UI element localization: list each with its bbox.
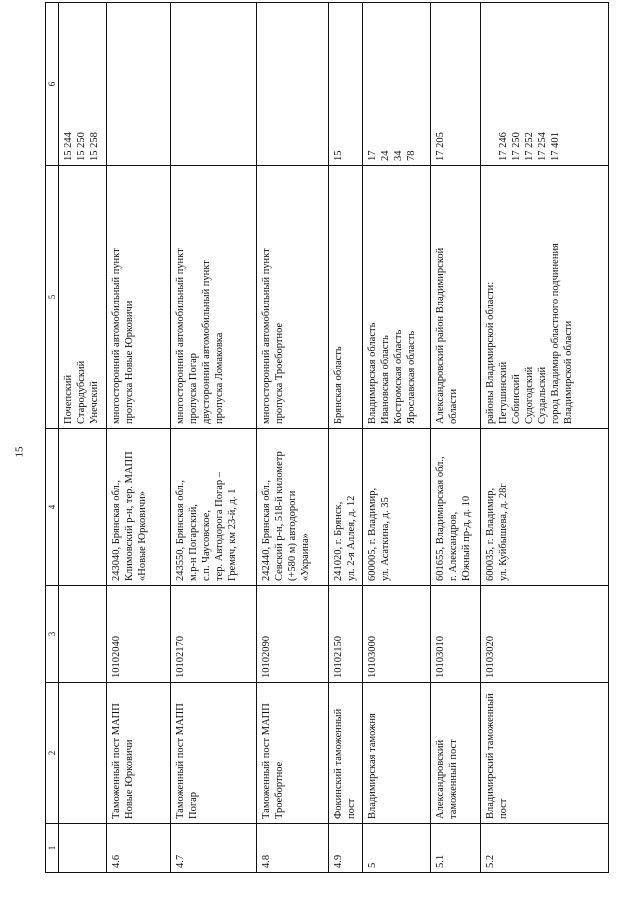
header-col-5: 5 [46,166,59,429]
cell-address-line: 241020, г. Брянск, [333,501,344,581]
table-row [59,3,107,873]
cell-address [431,429,481,586]
cell-post-name: Владимирская таможня [363,683,431,824]
cell-address-line: 243550, Брянская обл., [175,479,186,581]
cell-address-line: с.п. Чаусовское, [201,509,212,581]
cell-okato-line: 34 [393,150,404,161]
cell-region [363,166,431,429]
table-row [107,3,171,873]
cell-region-line: двусторонний автомобильный пункт [201,260,212,424]
cell-region-line: Ивановская область [380,335,391,424]
cell-okato-line: 15 [333,150,344,161]
cell-post-name: Александровский таможенный пост [431,683,481,824]
cell-okato-line: 17 252 [524,132,535,161]
cell-okato-line: 17 205 [435,132,446,161]
cell-number: 5.1 [431,824,481,873]
cell-code: 10102040 [107,586,171,683]
cell-region [329,166,363,429]
cell-okato-line: 15 244 [63,132,74,161]
header-col-3: 3 [46,586,59,683]
cell-okato-line: 17 246 [498,132,509,161]
cell-number: 4.7 [171,824,257,873]
cell-okato-line: 17 254 [537,132,548,161]
cell-code: 10103010 [431,586,481,683]
cell-region [171,166,257,429]
cell-post-name: Таможенный пост МАПП Троебортное [257,683,329,824]
cell-address [481,429,609,586]
cell-address [363,429,431,586]
table-row [481,3,609,873]
table-row [431,3,481,873]
cell-okato-line: 78 [406,150,417,161]
table-body [59,3,609,873]
cell-region-line: Александровский район Владимирской [435,247,446,424]
cell-address-line: «Новые Юрковичи» [137,491,148,581]
cell-region-line: районы Владимирской области: [485,281,496,424]
cell-okato [481,3,609,166]
cell-region-line: Владимирская область [367,322,378,424]
cell-okato-line: 15 258 [89,132,100,161]
cell-okato-line: 15 250 [76,132,87,161]
cell-address-line: ул. Куйбышева, д. 28г [498,483,509,581]
cell-region-line: Костромская область [393,329,404,424]
cell-region [107,166,171,429]
cell-address-line: 243040, Брянская обл., [111,479,122,581]
cell-address-line: (+580 м) автодороги [287,490,298,581]
cell-address-line: г. Александров, [448,511,459,581]
cell-address [257,429,329,586]
cell-region-line: Стародубский [76,360,87,424]
cell-number: 5 [363,824,431,873]
cell-address-line: м.р-н Погарский, [188,504,199,581]
cell-region-line: Брянская область [333,346,344,424]
table-row [329,3,363,873]
cell-region-line: Почепский [63,374,74,424]
cell-region-line: Петушинский [498,361,509,424]
header-col-6: 6 [46,3,59,166]
cell-code [59,586,107,683]
cell-region-line: Судогодский [524,366,535,424]
cell-okato [431,3,481,166]
cell-region-line: Ярославская область [406,330,417,424]
cell-okato-line: 24 [380,150,391,161]
cell-region-line: области [448,388,459,424]
cell-region-line: город Владимир областного подчинения [550,243,561,424]
cell-okato [329,3,363,166]
cell-number [59,824,107,873]
table-row [257,3,329,873]
cell-address [171,429,257,586]
cell-okato-line: 17 250 [511,132,522,161]
cell-region-line: пропуска Погар [188,353,199,424]
cell-address-line: 242440, Брянская обл., [261,479,272,581]
cell-post-name: Таможенный пост МАПП Новые Юрковичи [107,683,171,824]
cell-address [59,429,107,586]
table-row [171,3,257,873]
cell-region [431,166,481,429]
cell-okato [363,3,431,166]
cell-post-name [59,683,107,824]
cell-region-line: многосторонний автомобильный пункт [175,248,186,424]
cell-address-line: Южный пр-д, д. 10 [461,495,472,581]
header-col-1: 1 [46,824,59,873]
cell-okato-line: 17 [367,150,378,161]
table-row [363,3,431,873]
cell-address-line: Климовский р-н, тер. МАПП [124,451,135,581]
cell-code: 10102090 [257,586,329,683]
cell-region [59,166,107,429]
cell-address [329,429,363,586]
header-col-4: 4 [46,429,59,586]
cell-region-line: Унечский [89,381,100,424]
customs-table [45,2,609,873]
cell-post-name: Фокинский таможенный пост [329,683,363,824]
cell-post-name: Таможенный пост МАПП Погар [171,683,257,824]
cell-region-line: многосторонний автомобильный пункт [111,248,122,424]
cell-region-line: Владимирской области [563,320,574,424]
cell-address [107,429,171,586]
cell-code: 10102150 [329,586,363,683]
header-row [46,3,59,873]
cell-address-line: ул. Асаткина, д. 35 [380,497,391,581]
cell-post-name: Владимирский таможенный пост [481,683,609,824]
rotated-table-wrapper [45,33,585,873]
cell-region-line: пропуска Ломаковка [214,332,225,424]
cell-address-line: 600035, г. Владимир, [485,487,496,581]
cell-address-line: ул. 2-я Аллея, д. 12 [346,495,357,581]
cell-code: 10103020 [481,586,609,683]
header-col-2: 2 [46,683,59,824]
cell-address-line: Севский р-н, 518-й километр [274,451,285,581]
cell-number: 5.2 [481,824,609,873]
cell-region-line: Собинский [511,374,522,424]
cell-number: 4.6 [107,824,171,873]
cell-okato [257,3,329,166]
page-number: 15 [13,446,26,458]
cell-address-line: «Украина» [300,533,311,581]
cell-okato [171,3,257,166]
cell-address-line: 600005, г. Владимир, [367,487,378,581]
cell-region [481,166,609,429]
cell-code: 10102170 [171,586,257,683]
cell-okato [107,3,171,166]
cell-address-line: тер. Автодорога Погар – [214,471,225,581]
cell-number: 4.8 [257,824,329,873]
cell-number: 4.9 [329,824,363,873]
cell-region [257,166,329,429]
cell-okato-line: 17 401 [550,132,561,161]
cell-region-line: пропуска Троебортное [274,322,285,424]
cell-okato [59,3,107,166]
cell-address-line: 601655, Владимирская обл., [435,456,446,581]
cell-region-line: пропуска Новые Юрковичи [124,300,135,424]
cell-address-line: Гремяч, км 23-й, д. 1 [227,488,238,581]
cell-region-line: многосторонний автомобильный пункт [261,248,272,424]
cell-okato-line [484,7,497,161]
cell-code: 10103000 [363,586,431,683]
cell-region-line: Суздальский [537,366,548,424]
